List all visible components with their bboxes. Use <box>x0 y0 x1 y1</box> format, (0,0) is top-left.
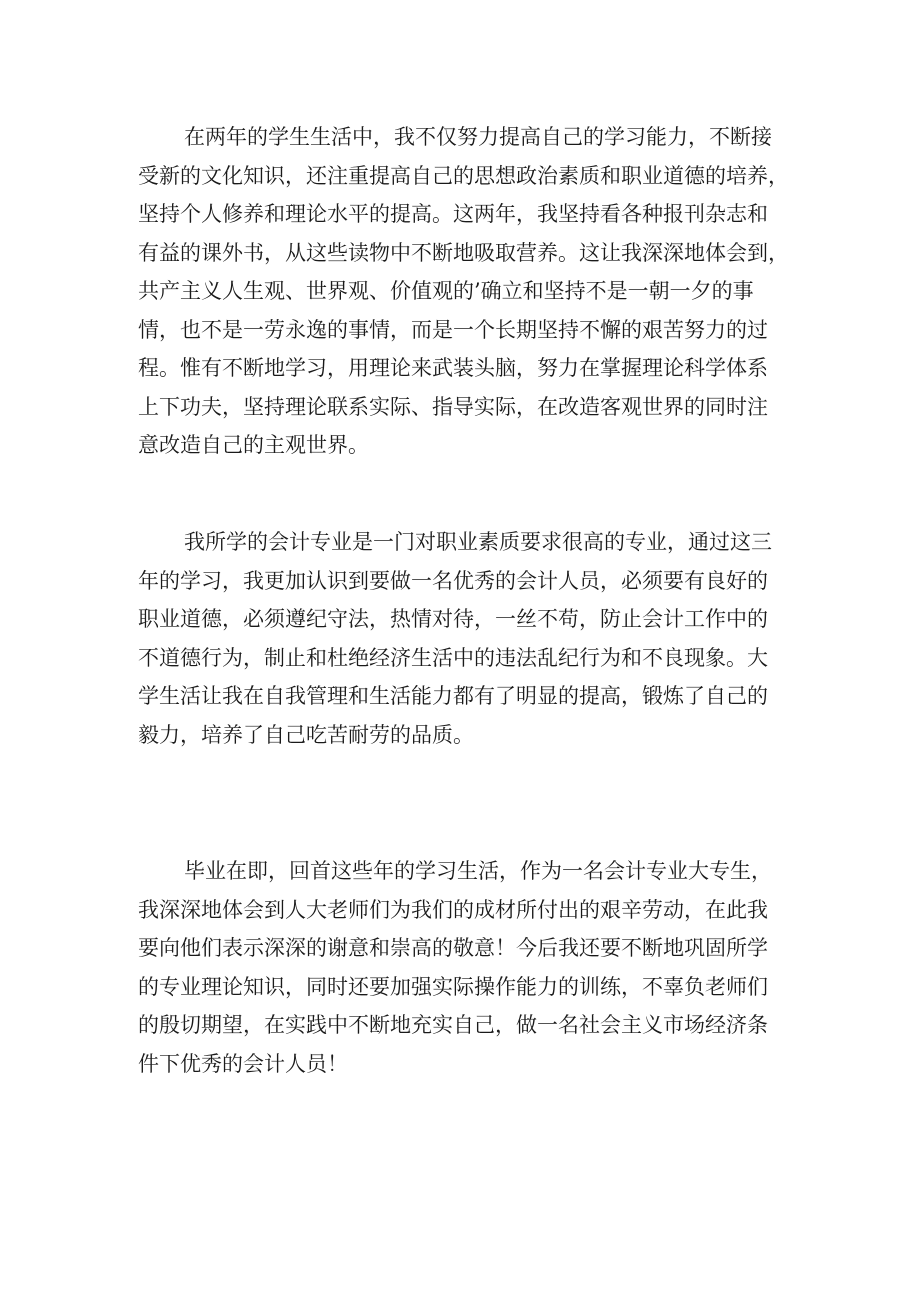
paragraph-line: 共产主义人生观、世界观、价值观的’确立和坚持不是一朝一夕的事 <box>138 279 754 303</box>
paragraph-line: 坚持个人修养和理论水平的提高。这两年，我坚持看各种报刊杂志和 <box>138 202 768 226</box>
paragraph-line: 要向他们表示深深的谢意和崇高的敬意！今后我还要不断地巩固所学 <box>138 936 768 960</box>
paragraph-line: 我所学的会计专业是一门对职业素质要求很高的专业，通过这三 <box>184 530 772 554</box>
paragraph-line: 年的学习，我更加认识到要做一名优秀的会计人员，必须要有良好的 <box>138 568 768 593</box>
paragraph-line: 件下优秀的会计人员！ <box>138 1051 348 1076</box>
paragraph-line: 学生活让我在自我管理和生活能力都有了明显的提高，锻炼了自己的 <box>138 684 768 708</box>
paragraph-line: 不道德行为，制止和杜绝经济生活中的违法乱纪行为和不良现象。大 <box>138 645 768 670</box>
paragraph-line: 毕业在即，回首这些年的学习生活，作为一名会计专业大专生， <box>184 859 772 883</box>
paragraph-2 <box>138 523 798 754</box>
paragraph-line: 受新的文化知识，还注重提高自己的思想政治素质和职业道德的培养， <box>138 163 789 188</box>
paragraph-line: 我深深地体会到人大老师们为我们的成材所付出的艰辛劳动，在此我 <box>138 897 768 922</box>
paragraph-3 <box>138 852 798 1083</box>
paragraph-line: 程。惟有不断地学习，用理论来武装头脑，努力在掌握理论科学体系 <box>138 356 768 380</box>
paragraph-line: 在两年的学生生活中，我不仅努力提高自己的学习能力，不断接 <box>184 125 772 149</box>
paragraph-line: 的殷切期望，在实践中不断地充实自己，做一名社会主义市场经济条 <box>138 1013 768 1037</box>
paragraph-line: 的专业理论知识，同时还要加强实际操作能力的训练，不辜负老师们 <box>138 974 768 999</box>
paragraph-line: 职业道德，必须遵纪守法，热情对待，一丝不苟，防止会计工作中的 <box>138 607 768 631</box>
paragraph-line: 上下功夫，坚持理论联系实际、指导实际，在改造客观世界的同时注 <box>138 394 768 419</box>
paragraph-line: 有益的课外书，从这些读物中不断地吸取营养。这让我深深地体会到， <box>138 240 789 265</box>
paragraph-line: 毅力，培养了自己吃苦耐劳的品质。 <box>138 722 474 747</box>
paragraph-1 <box>138 118 798 465</box>
paragraph-line: 情，也不是一劳永逸的事情，而是一个长期坚持不懈的艰苦努力的过 <box>138 317 768 342</box>
paragraph-line: 意改造自己的主观世界。 <box>138 433 369 457</box>
